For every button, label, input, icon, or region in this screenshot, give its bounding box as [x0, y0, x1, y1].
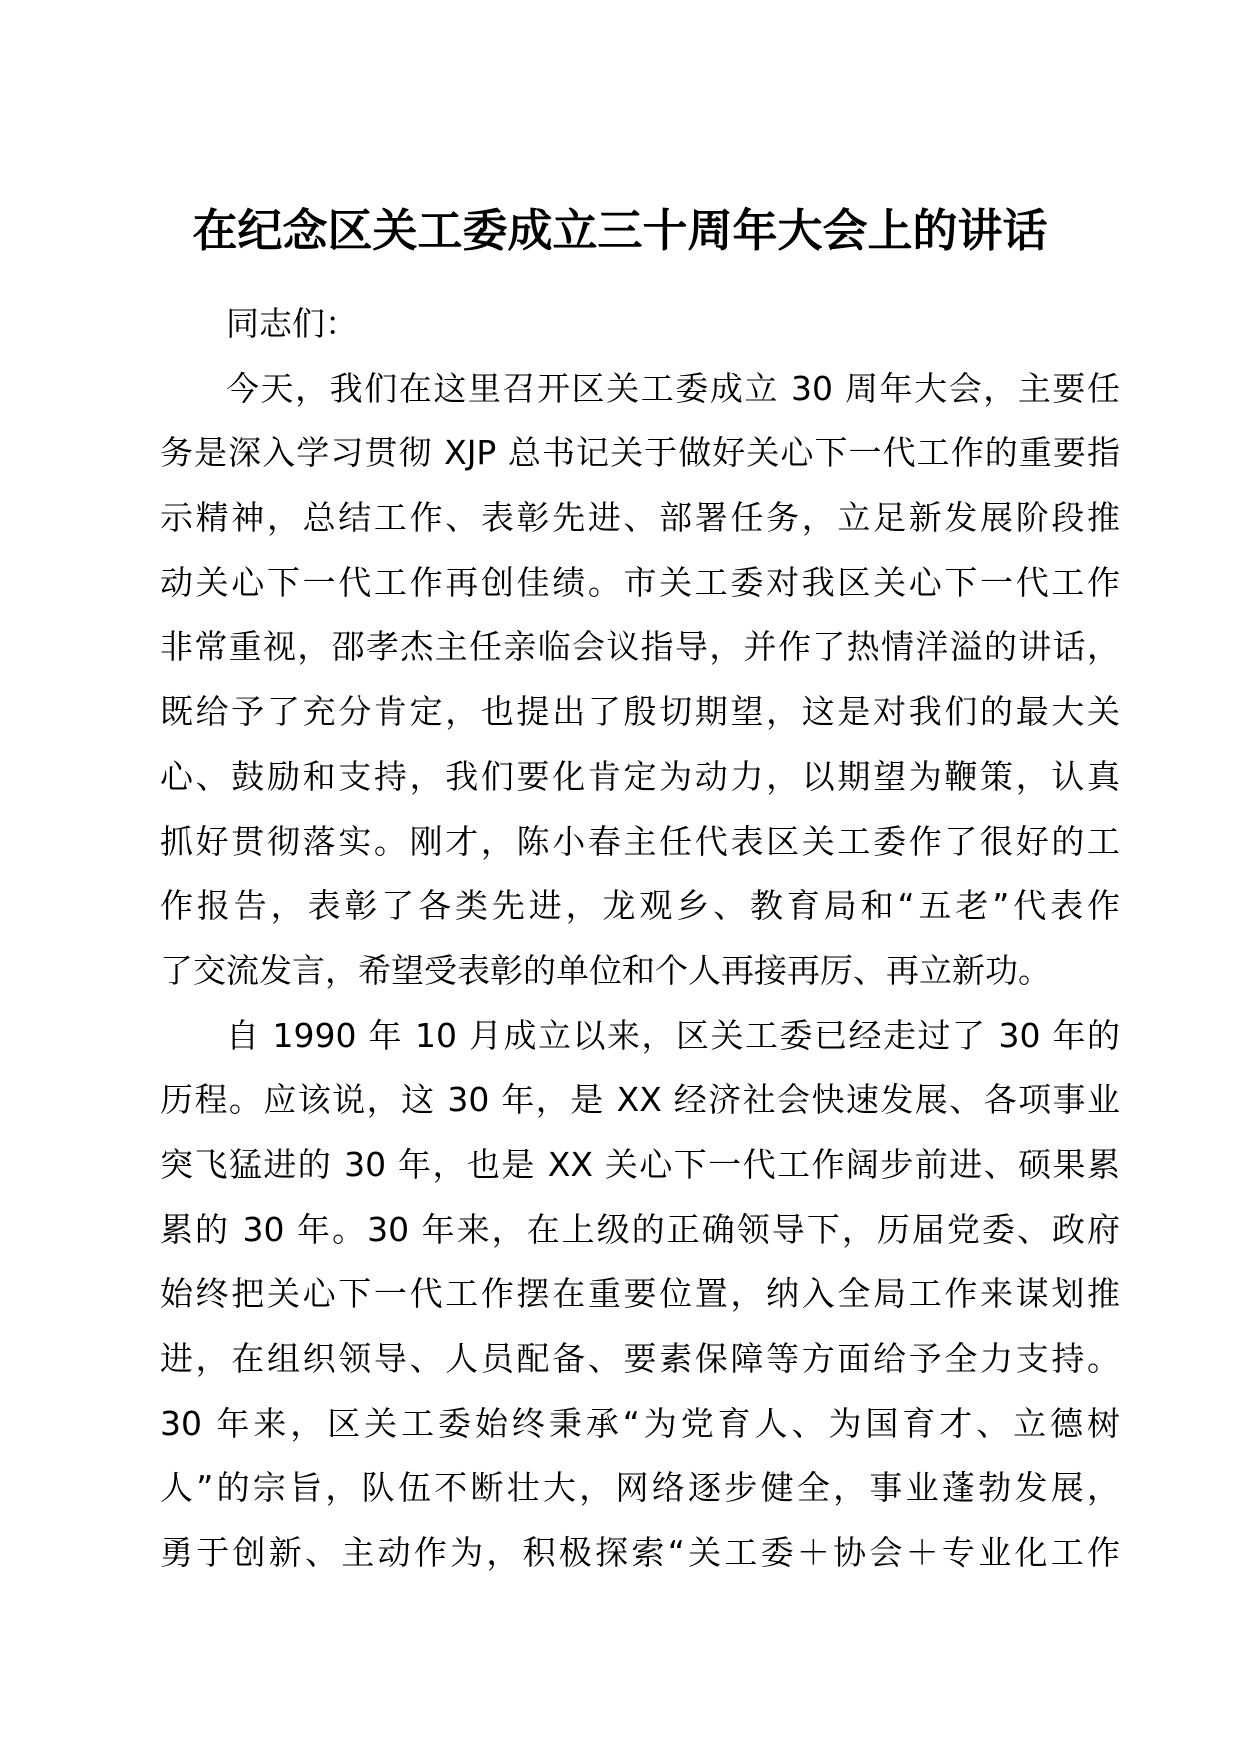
- paragraph-line: 非常重视，邵孝杰主任亲临会议指导，并作了热情洋溢的讲话，: [160, 627, 1120, 667]
- paragraph-line: 突飞猛进的 30 年，也是 XX 关心下一代工作阔步前进、硕果累: [160, 1144, 1120, 1184]
- paragraph-line: 了交流发言，希望受表彰的单位和个人再接再厉、再立新功。: [160, 950, 1051, 990]
- paragraph-line: 示精神，总结工作、表彰先进、部署任务，立足新发展阶段推: [160, 498, 1120, 538]
- paragraph-line: 今天，我们在这里召开区关工委成立 30 周年大会，主要任: [226, 368, 1120, 408]
- paragraph-line: 累的 30 年。30 年来，在上级的正确领导下，历届党委、政府: [160, 1209, 1120, 1249]
- paragraph-line: 历程。应该说，这 30 年，是 XX 经济社会快速发展、各项事业: [160, 1080, 1120, 1120]
- paragraph-line: 进，在组织领导、人员配备、要素保障等方面给予全力支持。: [160, 1339, 1120, 1378]
- document-title: 在纪念区关工委成立三十周年大会上的讲话: [192, 204, 1048, 257]
- paragraph-line: 抓好贯彻落实。刚才，陈小春主任代表区关工委作了很好的工: [160, 821, 1120, 861]
- paragraph-line: 勇于创新、主动作为，积极探索“关工委＋协会＋专业化工作: [160, 1533, 1120, 1573]
- paragraph-line: 既给予了充分肯定，也提出了殷切期望，这是对我们的最大关: [160, 692, 1120, 732]
- paragraph-line: 人”的宗旨，队伍不断壮大，网络逐步健全，事业蓬勃发展，: [160, 1468, 1120, 1508]
- document-body: [160, 292, 1120, 1586]
- salutation: 同志们：: [226, 304, 358, 343]
- paragraph-line: 心、鼓励和支持，我们要化肯定为动力，以期望为鞭策，认真: [160, 756, 1120, 796]
- paragraph-line: 自 1990 年 10 月成立以来，区关工委已经走过了 30 年的: [226, 1015, 1120, 1055]
- paragraph-line: 务是深入学习贯彻 XJP 总书记关于做好关心下一代工作的重要指: [160, 433, 1120, 473]
- paragraph-line: 始终把关心下一代工作摆在重要位置，纳入全局工作来谋划推: [160, 1274, 1120, 1314]
- paragraph-line: 作报告，表彰了各类先进，龙观乡、教育局和“五老”代表作: [160, 886, 1120, 926]
- paragraph-line: 动关心下一代工作再创佳绩。市关工委对我区关心下一代工作: [160, 562, 1120, 602]
- paragraph-line: 30 年来，区关工委始终秉承“为党育人、为国育才、立德树: [160, 1403, 1120, 1443]
